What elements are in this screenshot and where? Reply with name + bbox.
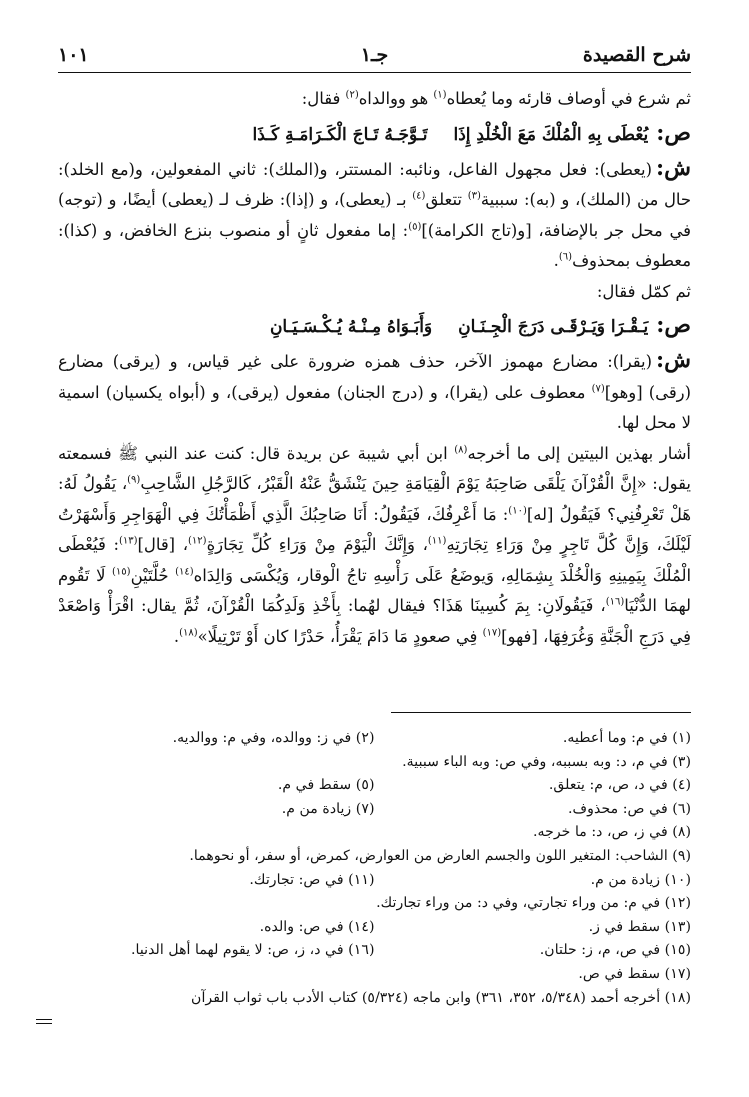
header-volume: جـ١ (360, 44, 389, 66)
commentary-2: ش:(يقرا): مضارع مهموز الآخر، حذف همزه ضرورة على غير قياس، و (يرقى) مضارع (رقى) [وهو]$^{(٧)}$ معطوف على (يقرا)، و (درج الجنان) مفعول (يرقى)، و (أبواه يكسيان) اسمية لا محل لها. (58, 347, 691, 432)
intro-line: ثم شرع في أوصاف قارئه وما يُعطاه$^{(١)}$ هو ووالداه$^{(٢)}$ فقال: (301, 89, 691, 108)
main-text (58, 84, 691, 652)
footnote: (١٣) سقط في ز. (588, 918, 691, 935)
footnote: (١) في م: وما أعطيه. (562, 730, 691, 746)
commentary-marker: ش: (656, 154, 691, 181)
footnotes (58, 727, 691, 1010)
continuation-mark (36, 1019, 52, 1027)
verse-marker: ص: (656, 312, 691, 338)
footnote: (١٦) في د، ز، ص: لا يقوم لهما أهل الدنيا. (131, 942, 375, 959)
hemistich-2: تَـوَّجَـهُ تَـاجَ الْكَـرَامَـةِ كَـذَا (252, 124, 428, 145)
verse-1 (58, 115, 691, 153)
hemistich-1: يُعْطَى بِهِ الْمُلْكَ مَعَ الْخُلْدِ إِذَا (453, 124, 649, 145)
footnote: (١٠) زيادة من م. (590, 871, 691, 888)
footnote: (١٤) في ص: والده. (259, 918, 375, 935)
footnote-rule (391, 712, 691, 713)
hemistich-1: يَـقْـرَا وَيَـرْقَـى دَرَجَ الْجِـنَـانِ (458, 317, 649, 337)
commentary-1: ش:(يعطى): فعل مجهول الفاعل، ونائبه: المستتر، و(الملك): ثاني المفعولين، و(مع الخلد): حال من (الملك)، و (به): سببية$^{(٣)}$ تتعلق$^{(٤)}$ بـ (يعطى)، و (إذا): ظرف لـ (يعطى) أيضًا، و (توجه) في محل جر بالإضافة، [و(تاج الكرامة)]$^{(٥)}$: إما مفعول ثانٍ أو منصوب بنزع الخافض، و (كذا): معطوف بمحذوف$^{(٦)}$. (58, 154, 692, 270)
header-rule (58, 72, 691, 73)
footnote: (١٥) في ص، م، ز: حلتان. (539, 942, 691, 959)
commentary-marker: ش: (656, 347, 691, 373)
footnote: (٤) في د، ص، م: يتعلق. (548, 777, 691, 794)
footnote: (١٢) في م: من وراء تجارتي، وفي د: من وراء تجارتك. (376, 895, 691, 912)
running-header (58, 36, 691, 66)
footnote: (١٧) سقط في ص. (578, 965, 691, 982)
footnote: (٦) في ص: محذوف. (567, 800, 691, 817)
footnote: (٧) زيادة من م. (281, 800, 375, 817)
footnote: (٥) سقط في م. (277, 777, 375, 794)
header-title: شرح القصيدة (582, 44, 691, 66)
footnote: (٨) في ز، ص، د: ما خرجه. (532, 824, 691, 841)
then-line: ثم كمّل فقال: (596, 281, 691, 301)
footnote: (٩) الشاحب: المتغير اللون والجسم العارض من العوارض، كمرض، أو سفر، أو نحوهما. (189, 847, 691, 864)
page-number: ١٠١ (58, 44, 89, 66)
hemistich-2: وَأَبَـوَاهُ مِـنْـهُ يُـكْـسَـيَـانِ (269, 317, 433, 337)
verse-marker: ص: (656, 119, 691, 146)
footnote: (٢) في ز: ووالده، وفي م: ووالديه. (172, 730, 375, 746)
verse-2 (58, 307, 691, 345)
footnote: (١٨) أخرجه أحمد (٥/٣٤٨، ٣٥٢، ٣٦١) وابن ماجه (٥/٣٢٤) كتاب الأدب باب ثواب القرآن (191, 989, 691, 1006)
hadith-paragraph: أشار بهذين البيتين إلى ما أخرجه$^{(٨)}$ ابن أبي شيبة عن بريدة قال: كنت عند النبي ﷺ فسمعته يقول: «إِنَّ الْقُرْآنَ يَلْقَى صَاحِبَهُ يَوْمَ الْقِيَامَةِ حِينَ يَنْشَقُّ عَنْهُ الْقَبْرُ، كَالرَّجُلِ الشَّاحِبِ$^{(٩)}$، يَقُولُ لَهُ: هَلْ تَعْرِفُنِي؟ فَيَقُولُ [له]$^{(١٠)}$: مَا أَعْرِفُكَ، فَيَقُولُ: أَنَا صَاحِبُكَ الَّذِي أَظْمَأْتُكَ فِي الْهَوَاجِرِ وَأَسْهَرْتُ لَيْلَكَ، وَإِنَّ كُلَّ تَاجِرٍ مِنْ وَرَاءِ تِجَارَتِهِ$^{(١١)}$، وَإِنَّكَ الْيَوْمَ مِنْ وَرَاءِ كُلِّ تِجَارَةٍ$^{(١٢)}$، [قال]$^{(١٣)}$: فَيُعْطَى الْمُلْكَ بِيَمِينِهِ وَالْخُلْدَ بِشِمَالِهِ، وَيوضَعُ عَلَى رَأْسِهِ تاجُ الْوقار، وَيُكْسَى وَالِدَاه$^{(١٤)}$ حُلَّتَيْنِ$^{(١٥)}$ لَا تَقُوم لهمَا الدُّنْيَا$^{(١٦)}$، فَيَقُولَانِ: بِمَ كُسِينَا هَذَا؟ فيقال لهُما: بِأَخْذِ وَلَدِكُمَا الْقُرْآنَ، ثُمَّ يقال: اقْرَأْ وَاصْعَدْ فِي دَرَجِ الْجَنَّةِ وَغُرَفِهَا، [فهو]$^{(١٧)}$ فِي صعودٍ مَا دَامَ يَقْرَأُ، حَدْرًا كان أَوْ تَرْتِيلًا»$^{(١٨)}$. (58, 443, 691, 646)
footnote: (٣) في م، د: وبه بسببه، وفي ص: وبه الباء سببية. (402, 753, 691, 770)
footnote: (١١) في ص: تجارتك. (249, 871, 375, 888)
